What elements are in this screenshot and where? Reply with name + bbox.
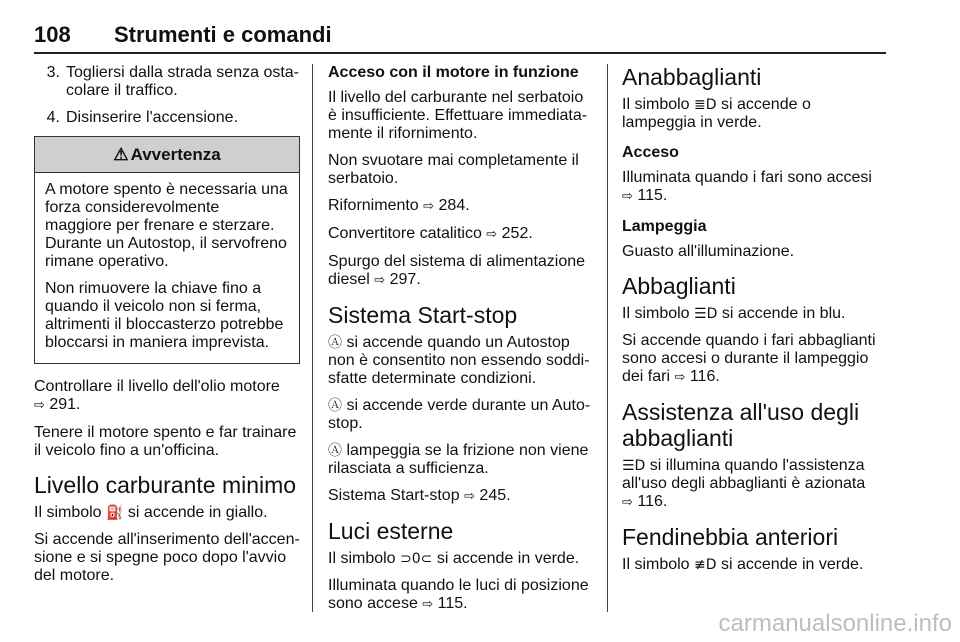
ref-arrow-icon: ⇨ (34, 398, 45, 413)
low-beam-icon: ≣D (694, 97, 717, 113)
acceso-paragraph: Illuminata quando i fari sono accesi ⇨ 115. (622, 169, 872, 204)
warning-paragraph-1: A motore spento è necessaria una forza considerevolmente maggiore per frenare e sterzare. Durante un Autostop, il servofreno rimane operativo. (45, 181, 288, 270)
lampeggia-paragraph: Guasto all'illuminazione. (622, 243, 795, 260)
page-number: 108 (34, 22, 71, 47)
ref-arrow-icon: ⇨ (422, 597, 434, 612)
startstop-paragraph-1: Ⓐ si accende quando un Autostop non è consentito non essendo soddi-sfatte determinate condizioni. (328, 334, 590, 387)
assist-paragraph: ☰D si illumina quando l'assistenza all'uso degli abbaglianti è azionata ⇨ 116. (622, 457, 866, 510)
tow-paragraph: Tenere il motore spento e far trainare il veicolo fino a un'officina. (34, 424, 297, 459)
front-fog-icon: ≢D (694, 557, 717, 573)
warning-title: Avvertenza (130, 145, 221, 164)
column-2 (328, 64, 594, 623)
ref-arrow-icon: ⇨ (464, 489, 475, 504)
warning-body (35, 173, 299, 363)
column-1 (34, 64, 300, 594)
ref-arrow-icon: ⇨ (374, 273, 386, 288)
high-beam-heading: Abbaglianti (622, 273, 736, 299)
exterior-lights-paragraph-1: Il simbolo ⊃0⊂ si accende in verde. (328, 550, 580, 567)
low-beam-paragraph: Il simbolo ≣D si accende o lampeggia in verde. (622, 96, 811, 131)
step-3: 3. Togliersi dalla strada senza osta-colare il traffico. (46, 64, 300, 99)
warning-paragraph-2: Non rimuovere la chiave fino a quando il veicolo non si ferma, altrimenti il bloccasterzo potrebbe bloccarsi in maniera imprevista. (45, 280, 284, 351)
front-fog-paragraph: Il simbolo ≢D si accende in verde. (622, 556, 864, 573)
startstop-ref: Sistema Start-stop ⇨ 245. (328, 487, 511, 504)
page-header (34, 14, 886, 54)
header-rule (34, 52, 886, 54)
refuel-ref: Rifornimento ⇨ 284. (328, 197, 470, 214)
front-fog-heading: Fendinebbia anteriori (622, 524, 839, 550)
startstop-paragraph-2: Ⓐ si accende verde durante un Auto-stop. (328, 397, 591, 432)
startstop-paragraph-3: Ⓐ lampeggia se la frizione non viene rilasciata a sufficienza. (328, 442, 589, 477)
diesel-ref: Spurgo del sistema di alimentazione diesel ⇨ 297. (328, 253, 586, 288)
light-assist-icon: ☰D (622, 458, 646, 474)
warning-box (34, 136, 300, 364)
warning-header (35, 137, 299, 173)
ref-arrow-icon: ⇨ (622, 495, 633, 510)
fuel-low-paragraph: Il livello del carburante nel serbatoio è insufficiente. Effettuare immediata-mente il rifornimento. (328, 89, 588, 142)
fuel-paragraph-1: Il simbolo ⛽ si accende in giallo. (34, 504, 268, 521)
exterior-lights-heading: Luci esterne (328, 518, 454, 544)
watermark: carmanualsonline.info (718, 610, 952, 637)
autostop-icon: Ⓐ (328, 398, 342, 414)
section-title: Strumenti e comandi (114, 22, 332, 47)
high-beam-paragraph-1: Il simbolo ☰D si accende in blu. (622, 305, 846, 322)
step-4: 4. Disinserire l'accensione. (46, 109, 239, 126)
fuel-heading: Livello carburante minimo (34, 472, 297, 498)
high-beam-icon: ☰D (694, 306, 718, 322)
startstop-heading: Sistema Start-stop (328, 302, 518, 328)
lampeggia-heading: Lampeggia (622, 218, 707, 235)
ref-arrow-icon: ⇨ (423, 199, 435, 214)
engine-running-heading: Acceso con il motore in funzione (328, 64, 579, 81)
oil-paragraph: Controllare il livello dell'olio motore ⇨ 291. (34, 378, 280, 413)
side-lights-icon: ⊃0⊂ (400, 551, 433, 567)
warning-icon: ⚠ (113, 145, 129, 164)
low-beam-heading: Anabbaglianti (622, 64, 762, 90)
fuel-paragraph-2: Si accende all'inserimento dell'accen-sione e si spegne poco dopo l'avvio del motore. (34, 531, 300, 584)
fuel-pump-icon: ⛽ (106, 505, 124, 521)
autostop-icon: Ⓐ (328, 443, 342, 459)
column-3 (622, 64, 888, 583)
ref-arrow-icon: ⇨ (486, 227, 498, 242)
high-beam-paragraph-2: Si accende quando i fari abbaglianti sono accesi o durante il lampeggio dei fari ⇨ 116. (622, 332, 876, 385)
column-divider-1 (312, 64, 313, 612)
catalytic-ref: Convertitore catalitico ⇨ 252. (328, 225, 533, 242)
ref-arrow-icon: ⇨ (622, 189, 633, 204)
autostop-off-icon: Ⓐ (328, 335, 342, 351)
column-divider-2 (607, 64, 608, 612)
assist-heading: Assistenza all'uso degli abbaglianti (622, 399, 860, 451)
ref-arrow-icon: ⇨ (674, 370, 686, 385)
tank-paragraph: Non svuotare mai completamente il serbatoio. (328, 152, 579, 187)
exterior-lights-paragraph-2: Illuminata quando le luci di posizione sono accese ⇨ 115. (328, 577, 589, 612)
acceso-heading: Acceso (622, 144, 679, 161)
